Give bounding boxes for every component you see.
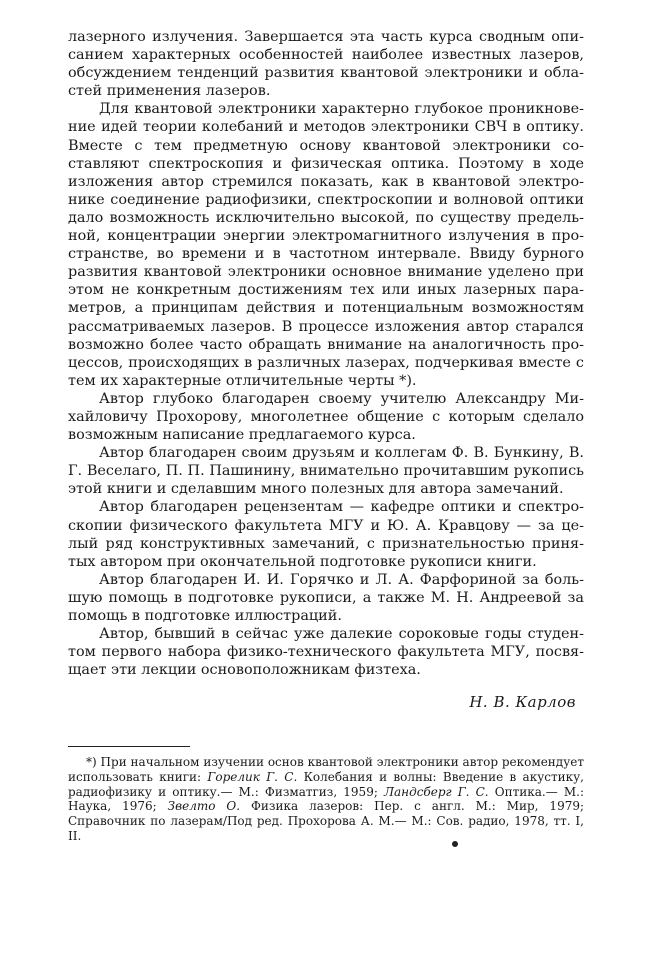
paragraph-quantum-electronics: Для квантовой электроники характерно глубокое проникновение идей теории колебаний и методов электроники СВЧ в оптику. Вместе с тем предметную основу квантовой электроники составляют спектроскопия и физическая оптика. Поэтому в ходе изложения автор стремился показать, как в квантовой электронике соединение радиофизики, спектроскопии и волновой оптики дало возможность исключительно высокой, по существу предельной, концентрации энергии электромагнитного излучения в пространстве, во времени и в частотном интервале. Ввиду бурного развития квантовой электроники основное внимание уделено при этом не конкретным достижениям тех или иных лазерных параметров, а принципам действия и потенциальным возможностям рассматриваемых лазеров. В процессе изложения автор старался возможно более часто обращать внимание на аналогичность процессов, происходящих в различных лазерах, подчеркивая вместе с тем их характерные отличительные черты *). [68, 101, 584, 389]
footnote-author-zvelto: Звелто О. [167, 799, 241, 814]
footnote-author-gorelik: Горелик Г. С. [207, 769, 298, 784]
paragraph-continuation: лазерного излучения. Завершается эта часть курса сводным описанием характерных особенностей наиболее известных лазеров, обсуждением тенденций развития квантовой электроники и областей применения лазеров. [68, 29, 584, 100]
footnote [68, 755, 584, 844]
footnote-text-2: Колебания и волны: Введение в акустику, радиофизику и оптику.— М.: Физматгиз, 1959; [68, 769, 585, 799]
footnote-text-1: При начальном изучении основ квантовой электроники автор рекомендует использовать книги: [68, 755, 584, 784]
paragraph-dedication: Автор, бывший в сейчас уже далекие сороковые годы студентом первого набора физико-технического факультета МГУ, посвящает эти лекции основоположникам физтеха. [68, 626, 584, 679]
paragraph-thanks-prokhorov: Автор глубоко благодарен своему учителю Александру Михайловичу Прохорову, многолетнее общение с которым сделало возможным написание предлагаемого курса. [68, 390, 584, 444]
footnote-divider [68, 746, 190, 747]
footnote-author-landsberg: Ландсберг Г. С. [384, 784, 489, 799]
main-text [68, 28, 584, 679]
author-signature: Н. В. Карлов [469, 693, 576, 712]
ink-speck [452, 841, 458, 847]
footnote-marker: *) [86, 755, 97, 769]
page-body [68, 28, 584, 711]
paragraph-thanks-colleagues: Автор благодарен своим друзьям и коллегам Ф. В. Бункину, В. Г. Веселаго, П. П. Пашинину, внимательно прочитавшим рукопись этой книги и сделавшим много полезных для автора замечаний. [68, 445, 584, 498]
footnote-text-4: Физика лазеров: Пер. с англ. М.: Мир, 1979; Справочник по лазерам/Под ред. Прохорова А. М.— М.: Сов. радио, 1978, тт. I, II. [68, 799, 585, 843]
paragraph-thanks-assistants: Автор благодарен И. И. Горячко и Л. А. Фарфориной за большую помощь в подготовке рукописи, а также М. Н. Андреевой за помощь в подготовке иллюстраций. [68, 571, 584, 624]
footnote-text-3: Оптика.— М.: Наука, 1976; [68, 784, 584, 814]
paragraph-thanks-reviewers: Автор благодарен рецензентам — кафедре оптики и спектроскопии физического факультета МГУ и Ю. А. Кравцову — за целый ряд конструктивных замечаний, с признательностью принятых автором при окончательной подготовке рукописи книги. [68, 499, 584, 570]
